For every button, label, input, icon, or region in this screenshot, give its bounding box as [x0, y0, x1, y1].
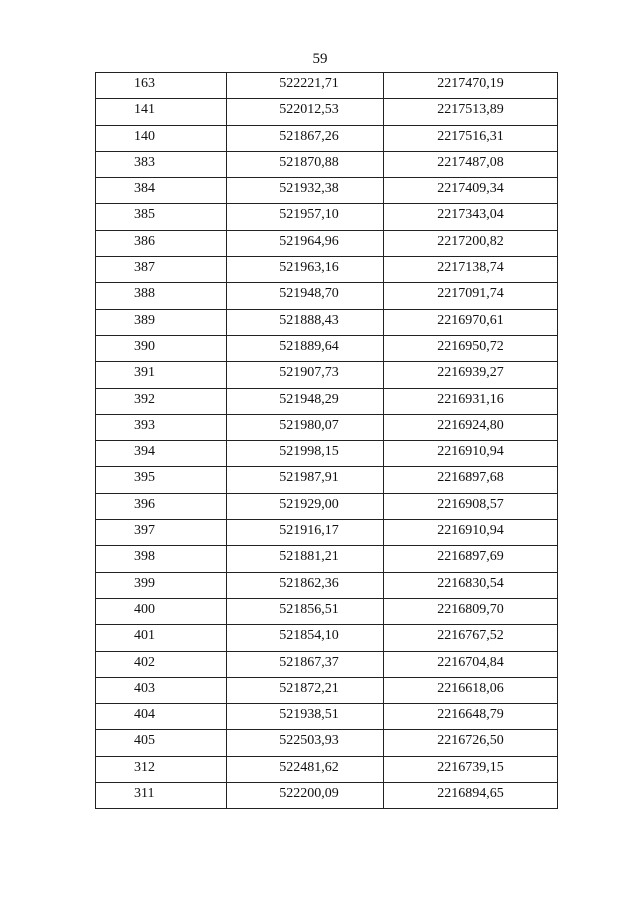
x-coordinate-cell: 521948,70: [227, 283, 384, 309]
point-number-cell: 397: [96, 520, 227, 546]
point-number-cell: 404: [96, 704, 227, 730]
point-number-cell: 394: [96, 441, 227, 467]
y-coordinate-cell: 2216950,72: [384, 335, 558, 361]
table-row: [96, 467, 558, 493]
x-coordinate-cell: 522200,09: [227, 783, 384, 809]
table-row: [96, 414, 558, 440]
table-row: [96, 756, 558, 782]
y-coordinate-cell: 2217487,08: [384, 151, 558, 177]
table-row: [96, 730, 558, 756]
x-coordinate-cell: 521998,15: [227, 441, 384, 467]
x-coordinate-cell: 521872,21: [227, 677, 384, 703]
point-number-cell: 399: [96, 572, 227, 598]
y-coordinate-cell: 2216908,57: [384, 493, 558, 519]
table-row: [96, 388, 558, 414]
x-coordinate-cell: 521856,51: [227, 598, 384, 624]
table-row: [96, 704, 558, 730]
point-number-cell: 396: [96, 493, 227, 519]
y-coordinate-cell: 2217409,34: [384, 178, 558, 204]
point-number-cell: 391: [96, 362, 227, 388]
y-coordinate-cell: 2217470,19: [384, 73, 558, 99]
x-coordinate-cell: 521881,21: [227, 546, 384, 572]
y-coordinate-cell: 2217138,74: [384, 257, 558, 283]
x-coordinate-cell: 521870,88: [227, 151, 384, 177]
x-coordinate-cell: 522012,53: [227, 99, 384, 125]
table-row: [96, 520, 558, 546]
table-row: [96, 651, 558, 677]
point-number-cell: 390: [96, 335, 227, 361]
point-number-cell: 405: [96, 730, 227, 756]
point-number-cell: 400: [96, 598, 227, 624]
y-coordinate-cell: 2216809,70: [384, 598, 558, 624]
point-number-cell: 389: [96, 309, 227, 335]
x-coordinate-cell: 521889,64: [227, 335, 384, 361]
point-number-cell: 384: [96, 178, 227, 204]
point-number-cell: 385: [96, 204, 227, 230]
point-number-cell: 312: [96, 756, 227, 782]
y-coordinate-cell: 2216618,06: [384, 677, 558, 703]
table-row: [96, 178, 558, 204]
x-coordinate-cell: 521929,00: [227, 493, 384, 519]
point-number-cell: 387: [96, 257, 227, 283]
x-coordinate-cell: 521867,26: [227, 125, 384, 151]
page-number: 59: [312, 51, 328, 67]
y-coordinate-cell: 2216910,94: [384, 520, 558, 546]
point-number-cell: 141: [96, 99, 227, 125]
table-row: [96, 546, 558, 572]
table-row: [96, 625, 558, 651]
y-coordinate-cell: 2216739,15: [384, 756, 558, 782]
x-coordinate-cell: 521963,16: [227, 257, 384, 283]
y-coordinate-cell: 2217513,89: [384, 99, 558, 125]
point-number-cell: 140: [96, 125, 227, 151]
y-coordinate-cell: 2216830,54: [384, 572, 558, 598]
point-number-cell: 163: [96, 73, 227, 99]
x-coordinate-cell: 521888,43: [227, 309, 384, 335]
table-row: [96, 257, 558, 283]
y-coordinate-cell: 2216910,94: [384, 441, 558, 467]
point-number-cell: 392: [96, 388, 227, 414]
table-row: [96, 125, 558, 151]
x-coordinate-cell: 522221,71: [227, 73, 384, 99]
table-row: [96, 493, 558, 519]
point-number-cell: 395: [96, 467, 227, 493]
point-number-cell: 401: [96, 625, 227, 651]
table-row: [96, 283, 558, 309]
x-coordinate-cell: 521964,96: [227, 230, 384, 256]
x-coordinate-cell: 521948,29: [227, 388, 384, 414]
x-coordinate-cell: 521987,91: [227, 467, 384, 493]
table-row: [96, 572, 558, 598]
y-coordinate-cell: 2216939,27: [384, 362, 558, 388]
x-coordinate-cell: 521907,73: [227, 362, 384, 388]
x-coordinate-cell: 522481,62: [227, 756, 384, 782]
table-row: [96, 677, 558, 703]
y-coordinate-cell: 2216767,52: [384, 625, 558, 651]
y-coordinate-cell: 2216894,65: [384, 783, 558, 809]
y-coordinate-cell: 2216648,79: [384, 704, 558, 730]
table-row: [96, 73, 558, 99]
y-coordinate-cell: 2216704,84: [384, 651, 558, 677]
point-number-cell: 383: [96, 151, 227, 177]
table-row: [96, 362, 558, 388]
point-number-cell: 398: [96, 546, 227, 572]
table-row: [96, 783, 558, 809]
point-number-cell: 402: [96, 651, 227, 677]
y-coordinate-cell: 2216970,61: [384, 309, 558, 335]
point-number-cell: 386: [96, 230, 227, 256]
x-coordinate-cell: 521938,51: [227, 704, 384, 730]
x-coordinate-cell: 521932,38: [227, 178, 384, 204]
coordinates-table-body: [96, 73, 558, 809]
table-row: [96, 151, 558, 177]
table-row: [96, 441, 558, 467]
x-coordinate-cell: 521862,36: [227, 572, 384, 598]
x-coordinate-cell: 521854,10: [227, 625, 384, 651]
x-coordinate-cell: 521867,37: [227, 651, 384, 677]
y-coordinate-cell: 2217200,82: [384, 230, 558, 256]
point-number-cell: 311: [96, 783, 227, 809]
table-row: [96, 230, 558, 256]
table-row: [96, 309, 558, 335]
table-row: [96, 204, 558, 230]
y-coordinate-cell: 2216931,16: [384, 388, 558, 414]
table-row: [96, 99, 558, 125]
y-coordinate-cell: 2217516,31: [384, 125, 558, 151]
point-number-cell: 388: [96, 283, 227, 309]
y-coordinate-cell: 2217091,74: [384, 283, 558, 309]
x-coordinate-cell: 521916,17: [227, 520, 384, 546]
y-coordinate-cell: 2216897,69: [384, 546, 558, 572]
point-number-cell: 393: [96, 414, 227, 440]
point-number-cell: 403: [96, 677, 227, 703]
x-coordinate-cell: 521980,07: [227, 414, 384, 440]
y-coordinate-cell: 2216924,80: [384, 414, 558, 440]
table-row: [96, 598, 558, 624]
x-coordinate-cell: 521957,10: [227, 204, 384, 230]
y-coordinate-cell: 2217343,04: [384, 204, 558, 230]
y-coordinate-cell: 2216897,68: [384, 467, 558, 493]
x-coordinate-cell: 522503,93: [227, 730, 384, 756]
y-coordinate-cell: 2216726,50: [384, 730, 558, 756]
coordinates-table: [95, 72, 558, 809]
table-row: [96, 335, 558, 361]
